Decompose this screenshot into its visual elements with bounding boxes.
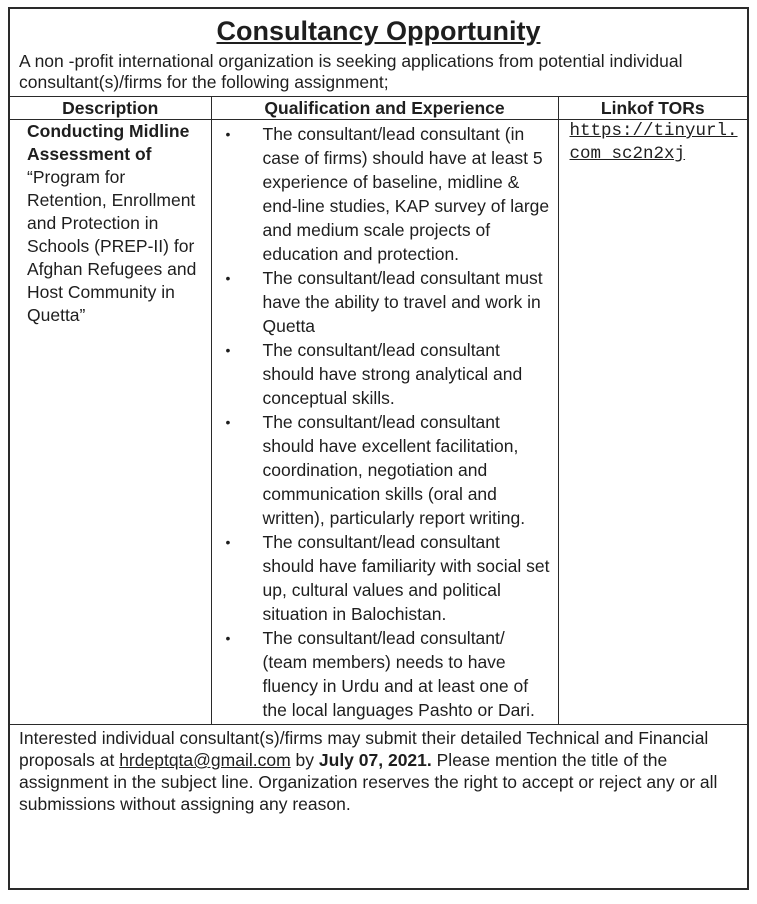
footer-text-3: Please mention the title of the assignment in the subject line. Organization reserves the right to accept or reject any or all submissions without assigning any reason. — [19, 750, 718, 814]
bullet-icon: • — [225, 414, 231, 430]
footer-text-1: Interested individual consultant(s)/firms may submit their detailed Technical and Financial proposals at — [19, 728, 709, 770]
bullet-icon: • — [225, 342, 231, 358]
qualification-list — [212, 122, 558, 722]
advertisement-frame — [8, 7, 749, 890]
qualification-cell — [211, 120, 558, 725]
table-header-row — [10, 97, 747, 120]
header-description: Description — [10, 97, 211, 120]
list-item — [212, 410, 558, 530]
description-title: Conducting Midline Assessment of — [27, 121, 190, 164]
footer-text-2: by — [290, 750, 319, 770]
list-item — [212, 122, 558, 266]
deadline-date: July 07, 2021. — [318, 750, 432, 770]
list-item — [212, 530, 558, 626]
list-item — [212, 266, 558, 338]
tor-link-cell — [558, 120, 747, 725]
description-cell — [10, 120, 211, 725]
list-item — [212, 626, 558, 722]
list-item — [212, 338, 558, 410]
qualification-text: The consultant/lead consultant should have excellent facilitation, coordination, negotiation and communication skills (oral and written), particularly report writing. — [262, 412, 526, 528]
header-link: Linkof TORs — [558, 97, 747, 120]
table-row — [10, 120, 747, 725]
submission-instructions — [10, 725, 747, 815]
email-link[interactable]: hrdeptqta@gmail.com — [119, 750, 291, 770]
bullet-icon: • — [225, 270, 231, 286]
intro-paragraph: A non -profit international organization is seeking applications from potential individual consultant(s)/firms for the following assignment; — [19, 51, 683, 92]
tor-link[interactable]: https://tinyurl.com sc2n2xj — [569, 121, 738, 164]
bullet-icon: • — [225, 126, 231, 142]
header-qualification: Qualification and Experience — [211, 97, 558, 120]
qualification-text: The consultant/lead consultant (in case of firms) should have at least 5 experience of baseline, midline & end-line studies, KAP survey of large and medium scale projects of education and protection. — [262, 124, 550, 264]
page-title: Consultancy Opportunity — [216, 16, 541, 46]
qualification-text: The consultant/lead consultant should have strong analytical and conceptual skills. — [262, 340, 523, 408]
qualification-text: The consultant/lead consultant/ (team members) needs to have fluency in Urdu and at least one of the local languages Pashto or Dari. — [262, 628, 535, 720]
assignment-table — [10, 96, 747, 725]
qualification-text: The consultant/lead consultant should have familiarity with social set up, cultural values and political situation in Balochistan. — [262, 532, 550, 624]
qualification-text: The consultant/lead consultant must have the ability to travel and work in Quetta — [262, 268, 543, 336]
description-program: “Program for Retention, Enrollment and Protection in Schools (PREP-II) for Afghan Refugees and Host Community in Quetta” — [27, 167, 197, 325]
bullet-icon: • — [225, 534, 231, 550]
bullet-icon: • — [225, 630, 231, 646]
